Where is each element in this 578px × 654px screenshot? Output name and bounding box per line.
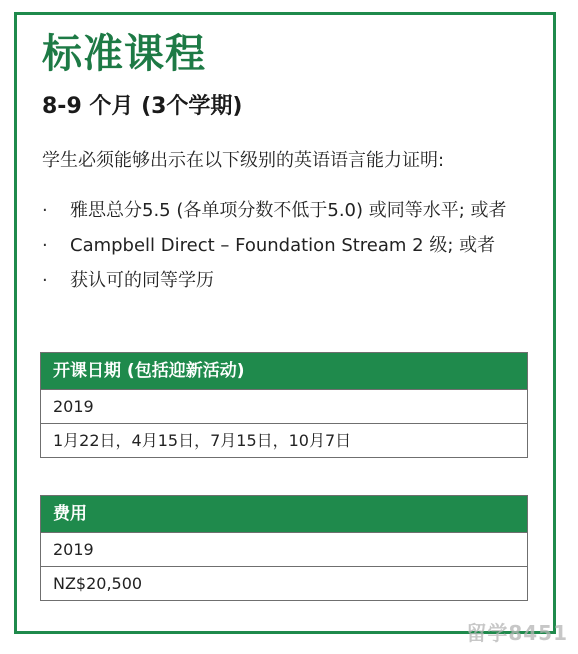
requirement-text: 获认可的同等学历 (70, 270, 214, 291)
table-row: 1月22日，4月15日，7月15日，10月7日 (41, 423, 527, 457)
table-row: NZ$20,500 (41, 566, 527, 600)
watermark: 留学8451 (466, 621, 568, 645)
requirement-text: 雅思总分5.5 (各单项分数不低于5.0) 或同等水平; 或者 (70, 200, 507, 221)
requirement-text: Campbell Direct – Foundation Stream 2 级; 或者 (70, 235, 496, 256)
bullet-icon: · (42, 200, 48, 221)
table-header: 开课日期 (包括迎新活动) (41, 353, 527, 389)
requirements-intro: 学生必须能够出示在以下级别的英语语言能力证明: (42, 150, 445, 171)
fees-table (40, 495, 528, 601)
list-item (40, 233, 540, 259)
list-item (40, 268, 540, 294)
bullet-icon: · (42, 235, 48, 256)
bullet-icon: · (42, 270, 48, 291)
table-row: 2019 (41, 532, 527, 566)
table-row: 2019 (41, 389, 527, 423)
page-title: 标准课程 (42, 31, 206, 77)
list-item (40, 198, 540, 224)
requirements-list (40, 198, 540, 303)
table-header: 费用 (41, 496, 527, 532)
duration-subtitle: 8-9 个月 (3个学期) (42, 94, 243, 119)
start-dates-table (40, 352, 528, 458)
